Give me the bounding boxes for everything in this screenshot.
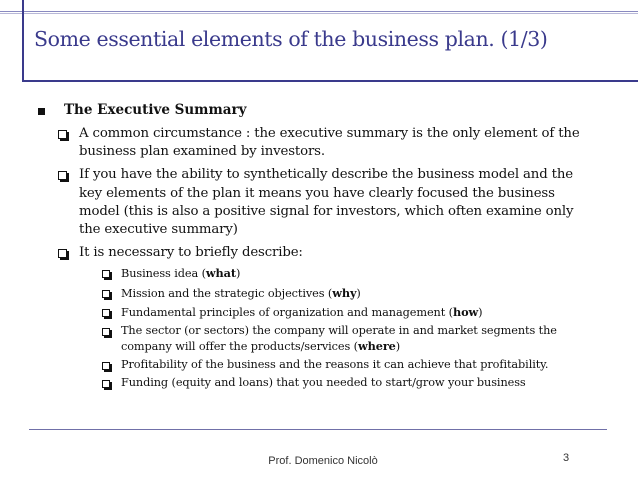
sub-point-keyword: why xyxy=(332,285,357,300)
sub-point-text xyxy=(121,358,591,372)
main-point xyxy=(58,244,628,262)
sub-point-text-part: Fundamental principles of organization and management ( xyxy=(121,306,453,320)
sub-point-keyword: where xyxy=(358,338,396,353)
box-bullet-icon xyxy=(58,171,67,180)
sub-point-text-part: Funding (equity and loans) that you needed to start/grow your business xyxy=(121,376,526,390)
title-left-accent-bar xyxy=(22,0,24,80)
sub-point-text-part: Profitability of the business and the reasons it can achieve that profitability. xyxy=(121,357,549,371)
box-bullet-icon xyxy=(102,380,110,388)
box-bullet-icon xyxy=(102,290,110,298)
sub-point-text xyxy=(121,286,591,301)
main-point-text: If you have the ability to synthetically describe the business model and the key elements of the plan it means you have clearly focused the business model (this is also a positive signal for investors, which often examine only the executive summary) xyxy=(79,167,574,238)
sub-point xyxy=(102,376,628,390)
title-underline xyxy=(22,80,638,82)
section-heading-row xyxy=(38,101,628,119)
sub-point xyxy=(102,286,628,301)
section-heading: The Executive Summary xyxy=(64,102,247,118)
sub-point-keyword: what xyxy=(205,266,236,281)
footer-divider xyxy=(29,429,607,430)
main-point-text: It is necessary to briefly describe: xyxy=(79,245,303,261)
sub-point-text-part: ) xyxy=(478,306,483,320)
sub-point-text-part: ) xyxy=(395,339,401,353)
main-point xyxy=(58,125,628,161)
sub-point-text-part: Business idea ( xyxy=(121,267,206,281)
sub-point xyxy=(102,305,628,320)
sub-point-text xyxy=(121,376,591,390)
sub-point-text xyxy=(121,266,591,281)
square-bullet-icon xyxy=(38,108,45,115)
top-decorative-line-secondary xyxy=(0,13,638,14)
sub-point-text xyxy=(121,305,591,320)
box-bullet-icon xyxy=(102,270,110,278)
page-number: 3 xyxy=(563,452,570,464)
sub-point-keyword: how xyxy=(452,305,479,320)
sub-point-text-part: ) xyxy=(235,267,241,281)
footer-author: Prof. Domenico Nicolò xyxy=(268,455,378,467)
sub-point-text-part: ) xyxy=(356,286,361,300)
box-bullet-icon xyxy=(102,309,110,317)
main-point-text: A common circumstance : the executive summary is the only element of the business plan examined by investors. xyxy=(79,126,580,160)
main-point xyxy=(58,166,628,239)
sub-point-text xyxy=(121,324,591,354)
box-bullet-icon xyxy=(102,328,110,336)
box-bullet-icon xyxy=(58,249,67,258)
sub-point-text-part: Mission and the strategic objectives ( xyxy=(121,286,333,300)
sub-point xyxy=(102,358,628,372)
top-decorative-line xyxy=(0,11,638,12)
sub-point-text-part: The sector (or sectors) the company will operate in and market segments the company will offer the products/services ( xyxy=(121,324,557,353)
sub-point xyxy=(102,266,628,281)
box-bullet-icon xyxy=(58,130,67,139)
sub-point xyxy=(102,324,628,354)
main-points-list xyxy=(58,125,628,391)
slide-body xyxy=(38,101,628,395)
box-bullet-icon xyxy=(102,362,110,370)
sub-points-list xyxy=(102,266,628,390)
slide-title: Some essential elements of the business plan. (1/3) xyxy=(34,27,548,51)
